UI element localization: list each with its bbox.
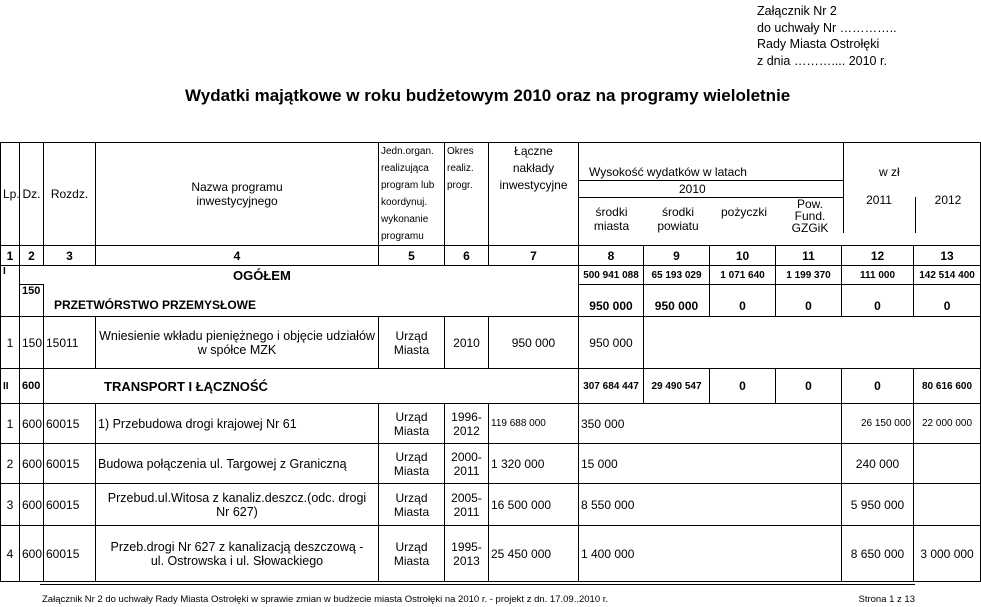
row-period-line: 2000- bbox=[451, 449, 482, 464]
header-unit-line: wykonanie bbox=[381, 214, 429, 225]
annex-line: Załącznik Nr 2 bbox=[757, 4, 837, 18]
section-fund: 0 bbox=[842, 285, 914, 317]
total-fund: 111 000 bbox=[842, 266, 914, 285]
header-row bbox=[1, 143, 981, 246]
table-row bbox=[1, 317, 981, 369]
column-number: 2 bbox=[20, 246, 44, 266]
row-city: 8 550 000 bbox=[579, 484, 842, 526]
total-county: 1 071 640 bbox=[710, 266, 776, 285]
row-unit-line: Urząd bbox=[395, 490, 428, 505]
row-2011: 26 150 000 bbox=[842, 404, 914, 444]
row-name-line: Nr 627) bbox=[216, 504, 258, 519]
header-county-line: powiatu bbox=[657, 219, 699, 233]
page-title: Wydatki majątkowe w roku budżetowym 2010 oraz na programy wieloletnie bbox=[185, 86, 791, 105]
row-unit bbox=[379, 404, 445, 444]
row-lp: 1 bbox=[1, 404, 20, 444]
section-dz: 600 bbox=[20, 369, 44, 404]
row-name bbox=[96, 526, 379, 582]
annex-line: do uchwały Nr ………….. bbox=[757, 20, 897, 35]
header-program-name bbox=[96, 143, 379, 246]
row-period-line: 1995- bbox=[451, 539, 482, 554]
row-unit bbox=[379, 444, 445, 484]
row-city: 950 000 bbox=[579, 317, 644, 369]
header-county bbox=[645, 205, 711, 233]
header-total bbox=[489, 143, 579, 246]
row-2012: 3 000 000 bbox=[914, 526, 981, 582]
section-roman: II bbox=[1, 369, 20, 404]
column-number: 7 bbox=[489, 246, 579, 266]
table-row bbox=[1, 526, 981, 582]
section-label: PRZETWÓRSTWO PRZEMYSŁOWE bbox=[44, 285, 579, 317]
row-rozdz: 15011 bbox=[44, 317, 96, 369]
header-county-line: środki bbox=[661, 205, 694, 219]
table-row bbox=[1, 404, 981, 444]
header-years bbox=[579, 143, 981, 246]
row-unit-line: Urząd bbox=[395, 409, 428, 424]
column-number: 8 bbox=[579, 246, 644, 266]
header-rozdz: Rozdz. bbox=[44, 143, 96, 246]
row-unit-line: Urząd bbox=[395, 539, 428, 554]
row-name: 1) Przebudowa drogi krajowej Nr 61 bbox=[96, 404, 379, 444]
header-period bbox=[445, 143, 489, 246]
row-period-line: 2013 bbox=[453, 553, 480, 568]
annex-line: Rady Miasta Ostrołęki bbox=[757, 37, 880, 51]
row-period-line: 2011 bbox=[453, 463, 480, 478]
row-unit bbox=[379, 526, 445, 582]
header-total-line: Łączne bbox=[514, 144, 553, 158]
column-number: 13 bbox=[914, 246, 981, 266]
section-fund: 0 bbox=[842, 369, 914, 404]
header-unit-line: program lub bbox=[381, 180, 435, 191]
total-2011: 142 514 400 bbox=[914, 266, 981, 285]
row-unit-line: Miasta bbox=[393, 342, 430, 357]
section-label: TRANSPORT I ŁĄCZNOŚĆ bbox=[44, 369, 579, 404]
column-number: 4 bbox=[96, 246, 379, 266]
row-unit bbox=[379, 317, 445, 369]
section-2011: 80 616 600 bbox=[914, 369, 981, 404]
row-name-line: Przeb.drogi Nr 627 z kanalizacją deszczową - bbox=[110, 539, 364, 554]
row-total: 16 500 000 bbox=[489, 484, 579, 526]
row-total: 950 000 bbox=[489, 317, 579, 369]
row-name: Wniesienie wkładu pieniężnego i objęcie udziałów w spółce MZK bbox=[96, 317, 379, 369]
row-period bbox=[445, 404, 489, 444]
section-2011: 0 bbox=[914, 285, 981, 317]
row-total: 1 320 000 bbox=[489, 444, 579, 484]
row-unit-line: Urząd bbox=[395, 449, 428, 464]
row-rozdz: 60015 bbox=[44, 526, 96, 582]
section-total: 950 000 bbox=[579, 285, 644, 317]
row-dz: 600 bbox=[20, 444, 44, 484]
header-unit bbox=[379, 143, 445, 246]
row-empty bbox=[644, 317, 981, 369]
header-amount: Wysokość wydatków w latach bbox=[589, 165, 747, 179]
header-city bbox=[579, 205, 644, 233]
header-fund bbox=[777, 198, 843, 234]
row-period bbox=[445, 484, 489, 526]
header-program-name-line: Nazwa programu bbox=[191, 180, 283, 194]
section-county: 0 bbox=[710, 285, 776, 317]
row-period bbox=[445, 526, 489, 582]
row-unit-line: Miasta bbox=[393, 504, 430, 519]
header-fund-line: GZGiK bbox=[791, 221, 829, 235]
header-lp: Lp. bbox=[1, 143, 20, 246]
row-lp: 1 bbox=[1, 317, 20, 369]
row-dz: 600 bbox=[20, 484, 44, 526]
total-label: OGÓŁEM bbox=[20, 266, 579, 285]
row-rozdz: 60015 bbox=[44, 404, 96, 444]
header-fund-line: Fund. bbox=[794, 209, 826, 223]
row-2012 bbox=[914, 484, 981, 526]
section-row bbox=[1, 369, 981, 404]
header-fund-line: Pow. bbox=[796, 197, 823, 211]
header-year-2012: 2012 bbox=[934, 193, 962, 207]
column-number: 10 bbox=[710, 246, 776, 266]
row-2012 bbox=[914, 444, 981, 484]
row-unit-line: Urząd bbox=[395, 328, 428, 343]
column-number: 9 bbox=[644, 246, 710, 266]
row-period: 2010 bbox=[445, 317, 489, 369]
row-total: 25 450 000 bbox=[489, 526, 579, 582]
section-roman: I bbox=[1, 266, 20, 317]
total-loans: 1 199 370 bbox=[776, 266, 842, 285]
row-2011: 5 950 000 bbox=[842, 484, 914, 526]
header-divider bbox=[579, 180, 843, 181]
row-lp: 3 bbox=[1, 484, 20, 526]
section-total: 307 684 447 bbox=[579, 369, 644, 404]
header-period-line: realiz. bbox=[447, 163, 474, 174]
page-number: Strona 1 z 13 bbox=[858, 594, 915, 605]
header-period-line: progr. bbox=[447, 180, 473, 191]
row-lp: 2 bbox=[1, 444, 20, 484]
header-total-line: inwestycyjne bbox=[499, 178, 568, 192]
row-2012: 22 000 000 bbox=[914, 404, 981, 444]
column-number: 12 bbox=[842, 246, 914, 266]
section-loans: 0 bbox=[776, 369, 842, 404]
annex-reference bbox=[757, 3, 897, 69]
section-city: 29 490 547 bbox=[644, 369, 710, 404]
row-city: 350 000 bbox=[579, 404, 842, 444]
row-2011: 8 650 000 bbox=[842, 526, 914, 582]
row-2011: 240 000 bbox=[842, 444, 914, 484]
row-name-line: Przebud.ul.Witosa z kanaliz.deszcz.(odc. drogi bbox=[107, 490, 367, 505]
row-lp: 4 bbox=[1, 526, 20, 582]
row-dz: 600 bbox=[20, 404, 44, 444]
row-period bbox=[445, 444, 489, 484]
row-rozdz: 60015 bbox=[44, 484, 96, 526]
header-currency: w zł bbox=[879, 165, 900, 179]
section-city: 950 000 bbox=[644, 285, 710, 317]
row-city: 15 000 bbox=[579, 444, 842, 484]
total-row bbox=[1, 266, 981, 285]
column-number: 11 bbox=[776, 246, 842, 266]
row-period-line: 2005- bbox=[451, 490, 482, 505]
footer-text: Załącznik Nr 2 do uchwały Rady Miasta Ostrołęki w sprawie zmian w budżecie miasta Ostrołęki na 2010 r. - projekt z dn. 17.09..2010 r. bbox=[42, 594, 609, 605]
row-name bbox=[96, 484, 379, 526]
page-footer bbox=[40, 584, 915, 605]
section-county: 0 bbox=[710, 369, 776, 404]
header-city-line: środki bbox=[595, 205, 628, 219]
row-unit-line: Miasta bbox=[393, 463, 430, 478]
header-dz: Dz. bbox=[20, 143, 44, 246]
row-total: 119 688 000 bbox=[489, 404, 579, 444]
row-city: 1 400 000 bbox=[579, 526, 842, 582]
expenditure-table bbox=[0, 142, 981, 582]
row-period-line: 2011 bbox=[453, 504, 480, 519]
column-number: 1 bbox=[1, 246, 20, 266]
column-number: 3 bbox=[44, 246, 96, 266]
row-name-line: ul. Ostrowska i ul. Słowackiego bbox=[150, 553, 324, 568]
header-year-2010: 2010 bbox=[679, 182, 706, 196]
section-loans: 0 bbox=[776, 285, 842, 317]
annex-line: z dnia ……….... 2010 r. bbox=[757, 53, 887, 68]
column-numbers-row bbox=[1, 246, 981, 266]
header-city-line: miasta bbox=[593, 219, 630, 233]
header-program-name-line: inwestycyjnego bbox=[196, 194, 278, 208]
header-year-2011: 2011 bbox=[866, 193, 892, 207]
row-period-line: 1996- bbox=[451, 409, 482, 424]
total-city: 65 193 029 bbox=[644, 266, 710, 285]
row-unit-line: Miasta bbox=[393, 553, 430, 568]
row-unit-line: Miasta bbox=[393, 423, 430, 438]
section-row bbox=[1, 285, 981, 317]
header-unit-line: Jedn.organ. bbox=[381, 146, 434, 157]
section-dz: 150 bbox=[20, 285, 44, 317]
header-loans: pożyczki bbox=[720, 205, 767, 219]
header-unit-line: programu bbox=[381, 231, 424, 242]
row-unit bbox=[379, 484, 445, 526]
table-row bbox=[1, 444, 981, 484]
header-total-line: nakłady bbox=[512, 161, 555, 175]
column-number: 6 bbox=[445, 246, 489, 266]
row-dz: 600 bbox=[20, 526, 44, 582]
total-total: 500 941 088 bbox=[579, 266, 644, 285]
header-unit-line: koordynuj. bbox=[381, 197, 428, 208]
row-period-line: 2012 bbox=[453, 423, 480, 438]
row-dz: 150 bbox=[20, 317, 44, 369]
table-row bbox=[1, 484, 981, 526]
header-period-line: Okres bbox=[447, 146, 474, 157]
header-unit-line: realizująca bbox=[381, 163, 429, 174]
row-rozdz: 60015 bbox=[44, 444, 96, 484]
header-divider bbox=[843, 143, 844, 233]
column-number: 5 bbox=[379, 246, 445, 266]
row-name: Budowa połączenia ul. Targowej z Graniczną bbox=[96, 444, 379, 484]
